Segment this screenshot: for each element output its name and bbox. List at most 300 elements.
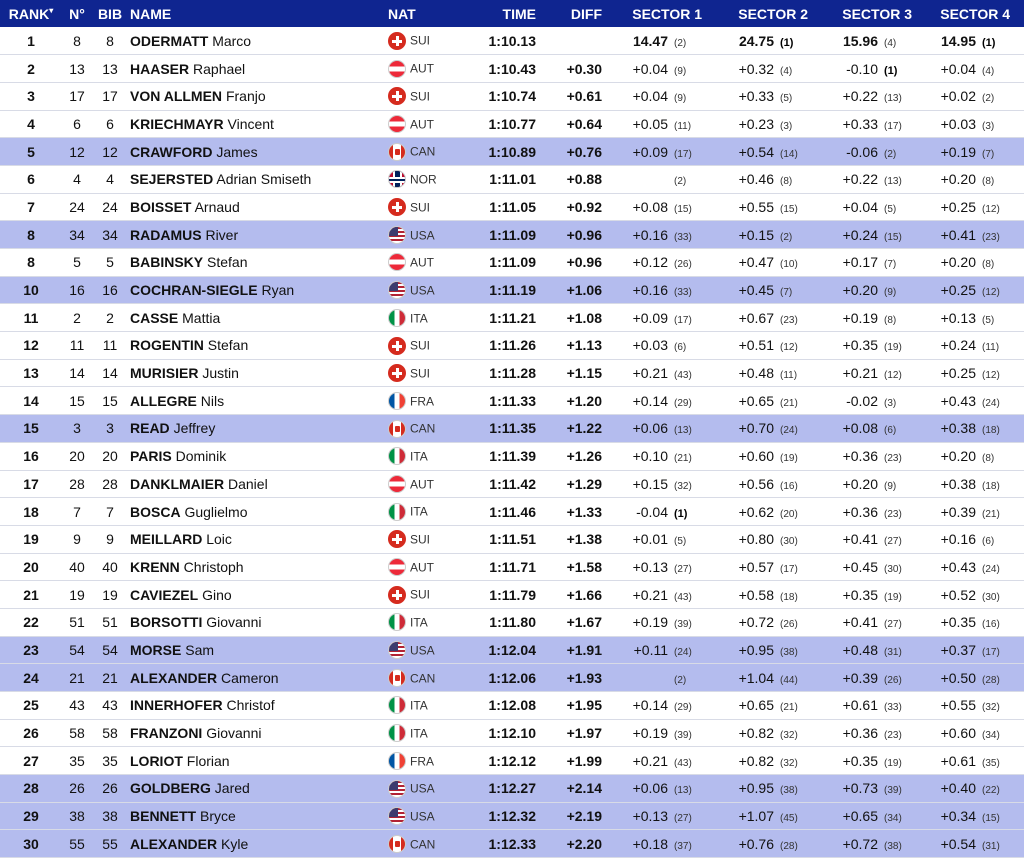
rank-cell: 1 xyxy=(27,32,35,49)
table-row[interactable] xyxy=(0,359,1024,387)
time-cell: 1:10.13 xyxy=(488,32,536,49)
table-row[interactable] xyxy=(0,442,1024,470)
sector-1-cell xyxy=(614,553,716,581)
sector-rank: (1) xyxy=(780,36,794,49)
sector-1-cell xyxy=(614,110,716,138)
flag-ita-icon xyxy=(388,696,406,714)
rank-cell: 20 xyxy=(23,558,39,575)
start-number-cell: 40 xyxy=(69,558,85,575)
sector-time: +0.65 xyxy=(738,392,774,409)
athlete-surname: CAVIEZEL xyxy=(130,586,199,603)
sector-2-cell xyxy=(716,27,822,55)
start-number-cell: 20 xyxy=(69,448,85,465)
sector-4-cell xyxy=(926,830,1024,858)
sector-time: +0.32 xyxy=(738,60,774,77)
sector-time: +0.82 xyxy=(738,752,774,769)
sector-time: +0.62 xyxy=(738,503,774,520)
diff-cell: +1.99 xyxy=(566,752,602,769)
sector-4-cell xyxy=(926,525,1024,553)
athlete-name[interactable] xyxy=(128,719,386,747)
athlete-first-name: Giovanni xyxy=(206,725,262,742)
sector-time: +0.35 xyxy=(940,614,976,631)
sector-4-cell xyxy=(926,747,1024,775)
sector-rank: (20) xyxy=(780,508,798,520)
athlete-name[interactable] xyxy=(128,276,386,304)
flag-usa-icon xyxy=(388,641,406,659)
athlete-first-name: River xyxy=(205,226,239,243)
athlete-name[interactable] xyxy=(128,82,386,110)
sector-time: +0.82 xyxy=(738,725,774,742)
time-cell: 1:12.06 xyxy=(488,669,536,686)
flag-aut-icon xyxy=(388,60,406,78)
table-row[interactable] xyxy=(0,498,1024,526)
table-header xyxy=(0,0,1024,27)
table-row[interactable] xyxy=(0,608,1024,636)
athlete-first-name: Daniel xyxy=(228,475,268,492)
nation-cell xyxy=(386,415,470,443)
athlete-name[interactable] xyxy=(128,664,386,692)
athlete-surname: BORSOTTI xyxy=(130,614,203,631)
sector-rank: (10) xyxy=(780,259,798,271)
table-body xyxy=(0,27,1024,858)
athlete-name[interactable] xyxy=(128,110,386,138)
sector-2-cell xyxy=(716,249,822,277)
table-row[interactable] xyxy=(0,110,1024,138)
sector-time: +1.07 xyxy=(738,808,774,825)
sector-rank: (32) xyxy=(780,757,798,769)
sector-rank: (9) xyxy=(884,287,897,299)
sector-rank: (2) xyxy=(674,674,687,686)
rank-cell: 17 xyxy=(23,475,39,492)
sector-rank: (26) xyxy=(780,619,798,631)
sector-3-cell xyxy=(822,165,926,193)
sector-rank: (29) xyxy=(674,397,692,409)
athlete-name[interactable] xyxy=(128,747,386,775)
start-number-cell: 2 xyxy=(73,309,81,326)
sector-rank: (24) xyxy=(982,397,1000,409)
sector-time: +0.08 xyxy=(842,420,878,437)
diff-cell: +1.06 xyxy=(566,282,602,299)
athlete-first-name: Stefan xyxy=(207,337,249,354)
nation-cell xyxy=(386,165,470,193)
rank-cell: 18 xyxy=(23,503,39,520)
table-row[interactable] xyxy=(0,55,1024,83)
sector-time: +0.25 xyxy=(940,198,976,215)
sector-3-cell xyxy=(822,249,926,277)
sector-time: +0.35 xyxy=(842,337,878,354)
athlete-name[interactable] xyxy=(128,692,386,720)
sector-time: +0.03 xyxy=(632,337,668,354)
nation-cell xyxy=(386,553,470,581)
time-cell: 1:11.26 xyxy=(489,337,536,354)
table-row[interactable] xyxy=(0,415,1024,443)
athlete-name[interactable] xyxy=(128,304,386,332)
nation-code: FRA xyxy=(410,393,434,408)
nation-cell xyxy=(386,359,470,387)
table-row[interactable] xyxy=(0,221,1024,249)
sector-time: +0.21 xyxy=(842,365,878,382)
sector-rank: (8) xyxy=(884,314,897,326)
sector-rank: (4) xyxy=(884,37,897,49)
table-row[interactable] xyxy=(0,193,1024,221)
bib-cell: 34 xyxy=(102,226,118,243)
table-row[interactable] xyxy=(0,27,1024,55)
sector-4-cell xyxy=(926,110,1024,138)
sector-rank: (45) xyxy=(780,813,798,825)
nation-cell xyxy=(386,664,470,692)
athlete-surname: MORSE xyxy=(130,641,182,658)
athlete-first-name: Marco xyxy=(212,32,252,49)
table-row[interactable] xyxy=(0,775,1024,803)
table-row[interactable] xyxy=(0,747,1024,775)
start-number-cell: 24 xyxy=(69,198,85,215)
athlete-name[interactable] xyxy=(128,27,386,55)
diff-cell: +0.61 xyxy=(566,88,602,105)
flag-sui-icon xyxy=(388,198,406,216)
sector-rank: (32) xyxy=(982,702,1000,714)
athlete-name[interactable] xyxy=(128,775,386,803)
bib-cell: 21 xyxy=(102,669,118,686)
sector-time: +0.04 xyxy=(632,88,668,105)
athlete-first-name: Loic xyxy=(206,531,232,548)
time-cell: 1:11.33 xyxy=(489,392,536,409)
nation-code: SUI xyxy=(410,366,431,381)
nation-cell xyxy=(386,138,470,166)
sector-2-cell xyxy=(716,55,822,83)
table-row[interactable] xyxy=(0,802,1024,830)
nation-code: CAN xyxy=(410,144,436,159)
diff-cell: +1.22 xyxy=(566,420,602,437)
sector-rank: (19) xyxy=(884,342,902,354)
sector-1-cell xyxy=(614,664,716,692)
table-row[interactable] xyxy=(0,636,1024,664)
nation-cell xyxy=(386,636,470,664)
nation-code: USA xyxy=(410,809,435,824)
sector-1-cell xyxy=(614,636,716,664)
sector-time: +0.21 xyxy=(632,752,668,769)
sector-time: +0.14 xyxy=(632,392,668,409)
sector-time: +0.05 xyxy=(632,115,668,132)
flag-sui-icon xyxy=(388,530,406,548)
sector-2-cell xyxy=(716,525,822,553)
sector-time: +0.50 xyxy=(940,669,976,686)
sector-rank: (12) xyxy=(884,370,902,382)
sector-rank: (38) xyxy=(780,646,798,658)
bib-cell: 15 xyxy=(102,392,118,409)
sector-3-cell xyxy=(822,719,926,747)
sector-time: +0.95 xyxy=(738,780,774,797)
sector-2-cell xyxy=(716,498,822,526)
sector-rank: (12) xyxy=(982,370,1000,382)
sector-time: +0.55 xyxy=(940,697,976,714)
sector-time: +0.20 xyxy=(940,254,976,271)
sector-3-cell xyxy=(822,581,926,609)
table-row[interactable] xyxy=(0,553,1024,581)
sector-time: +0.10 xyxy=(632,448,668,465)
athlete-first-name: Ryan xyxy=(261,282,295,299)
sector-rank: (18) xyxy=(982,425,1000,437)
nation-cell xyxy=(386,608,470,636)
rank-cell: 21 xyxy=(23,586,39,603)
sector-time: +0.36 xyxy=(842,448,878,465)
sector-rank: (27) xyxy=(884,619,902,631)
diff-cell: +0.88 xyxy=(566,171,602,188)
athlete-name[interactable] xyxy=(128,608,386,636)
sector-3-cell xyxy=(822,802,926,830)
sector-time: +0.48 xyxy=(842,641,878,658)
athlete-name[interactable] xyxy=(128,830,386,858)
athlete-name[interactable] xyxy=(128,387,386,415)
header-sector-2[interactable]: SECTOR 2 xyxy=(738,5,808,22)
athlete-name[interactable] xyxy=(128,249,386,277)
sector-time: +0.23 xyxy=(738,115,774,132)
sector-3-cell xyxy=(822,608,926,636)
nation-code: SUI xyxy=(410,532,431,547)
table-row[interactable] xyxy=(0,165,1024,193)
sector-time: +0.38 xyxy=(940,420,976,437)
time-cell: 1:11.28 xyxy=(489,365,536,382)
table-row[interactable] xyxy=(0,664,1024,692)
start-number-cell: 6 xyxy=(73,115,81,132)
table-row[interactable] xyxy=(0,830,1024,858)
sector-rank: (2) xyxy=(674,176,687,188)
sector-1-cell xyxy=(614,775,716,803)
sector-rank: (21) xyxy=(982,508,1000,520)
sector-rank: (9) xyxy=(674,93,687,105)
table-row[interactable] xyxy=(0,692,1024,720)
start-number-cell: 51 xyxy=(69,614,85,631)
sector-1-cell xyxy=(614,221,716,249)
athlete-name[interactable] xyxy=(128,359,386,387)
sector-3-cell xyxy=(822,138,926,166)
sector-2-cell xyxy=(716,387,822,415)
athlete-name[interactable] xyxy=(128,138,386,166)
sector-rank: (32) xyxy=(780,730,798,742)
start-number-cell: 5 xyxy=(73,254,81,271)
sector-time: -0.10 xyxy=(846,60,878,77)
sector-time: +0.04 xyxy=(842,198,878,215)
header-sector-1[interactable]: SECTOR 1 xyxy=(632,5,702,22)
sector-rank: (19) xyxy=(884,757,902,769)
sector-4-cell xyxy=(926,581,1024,609)
time-cell: 1:11.39 xyxy=(489,448,536,465)
start-number-cell: 14 xyxy=(69,365,85,382)
flag-usa-icon xyxy=(388,807,406,825)
table-row[interactable] xyxy=(0,304,1024,332)
athlete-first-name: Gino xyxy=(202,586,232,603)
sector-1-cell xyxy=(614,82,716,110)
header-bib[interactable]: BIB xyxy=(97,5,123,22)
athlete-first-name: James xyxy=(216,143,258,160)
sector-time: +0.19 xyxy=(842,309,878,326)
diff-cell: +0.96 xyxy=(566,226,602,243)
sector-3-cell xyxy=(822,442,926,470)
athlete-name[interactable] xyxy=(128,221,386,249)
sector-3-cell xyxy=(822,692,926,720)
nation-cell xyxy=(386,692,470,720)
nation-code: USA xyxy=(410,227,435,242)
sector-3-cell xyxy=(822,525,926,553)
sector-rank: (18) xyxy=(982,480,1000,492)
sector-4-cell xyxy=(926,221,1024,249)
athlete-surname: RADAMUS xyxy=(130,226,202,243)
header-sector-3[interactable]: SECTOR 3 xyxy=(842,5,912,22)
athlete-name[interactable] xyxy=(128,442,386,470)
sector-rank: (39) xyxy=(884,785,902,797)
sector-rank: (3) xyxy=(780,120,793,132)
athlete-first-name: Kyle xyxy=(221,835,249,852)
diff-cell: +1.97 xyxy=(566,725,602,742)
athlete-name[interactable] xyxy=(128,470,386,498)
sector-3-cell xyxy=(822,664,926,692)
athlete-surname: FRANZONI xyxy=(130,725,203,742)
flag-ita-icon xyxy=(388,724,406,742)
sector-1-cell xyxy=(614,165,716,193)
sector-4-cell xyxy=(926,553,1024,581)
sector-time: +0.17 xyxy=(842,254,878,271)
sector-4-cell xyxy=(926,165,1024,193)
athlete-name[interactable] xyxy=(128,165,386,193)
athlete-name[interactable] xyxy=(128,498,386,526)
athlete-name[interactable] xyxy=(128,55,386,83)
sector-3-cell xyxy=(822,747,926,775)
header-rank-label: RANK xyxy=(8,5,50,22)
bib-cell: 7 xyxy=(106,503,114,520)
rank-cell: 2 xyxy=(27,60,35,77)
sector-4-cell xyxy=(926,470,1024,498)
table-row[interactable] xyxy=(0,332,1024,360)
sector-1-cell xyxy=(614,719,716,747)
time-cell: 1:12.08 xyxy=(488,697,536,714)
flag-can-icon xyxy=(388,420,406,438)
sector-time: +0.03 xyxy=(940,115,976,132)
sector-rank: (19) xyxy=(780,453,798,465)
sector-1-cell xyxy=(614,332,716,360)
bib-cell: 43 xyxy=(102,697,118,714)
athlete-first-name: Christof xyxy=(226,697,275,714)
table-row[interactable] xyxy=(0,581,1024,609)
header-diff[interactable]: DIFF xyxy=(570,5,602,22)
sector-4-cell xyxy=(926,498,1024,526)
header-nat[interactable]: NAT xyxy=(388,5,416,22)
nation-code: ITA xyxy=(410,504,428,519)
sort-down-icon[interactable]: ▾ xyxy=(49,5,54,15)
table-row[interactable] xyxy=(0,249,1024,277)
header-rank[interactable] xyxy=(0,0,62,27)
athlete-name[interactable] xyxy=(128,553,386,581)
athlete-first-name: Bryce xyxy=(200,808,236,825)
athlete-surname: BABINSKY xyxy=(130,254,204,271)
sector-rank: (21) xyxy=(780,702,798,714)
sector-3-cell xyxy=(822,110,926,138)
sector-time: +0.61 xyxy=(940,752,976,769)
nation-cell xyxy=(386,442,470,470)
sector-rank: (3) xyxy=(884,397,897,409)
nation-code: USA xyxy=(410,643,435,658)
rank-cell: 23 xyxy=(23,641,39,658)
diff-cell: +2.14 xyxy=(566,780,602,797)
table-row[interactable] xyxy=(0,82,1024,110)
athlete-name[interactable] xyxy=(128,332,386,360)
sector-2-cell xyxy=(716,304,822,332)
table-row[interactable] xyxy=(0,719,1024,747)
athlete-surname: BENNETT xyxy=(130,808,197,825)
sector-1-cell xyxy=(614,27,716,55)
start-number-cell: 34 xyxy=(69,226,85,243)
sector-rank: (5) xyxy=(780,93,793,105)
athlete-name[interactable] xyxy=(128,636,386,664)
table-row[interactable] xyxy=(0,276,1024,304)
athlete-name[interactable] xyxy=(128,802,386,830)
sector-rank: (6) xyxy=(674,342,687,354)
start-number-cell: 11 xyxy=(69,337,85,354)
table-row[interactable] xyxy=(0,138,1024,166)
athlete-surname: SEJERSTED xyxy=(130,171,214,188)
sector-4-cell xyxy=(926,55,1024,83)
athlete-name[interactable] xyxy=(128,525,386,553)
sector-1-cell xyxy=(614,415,716,443)
header-sector-4[interactable]: SECTOR 4 xyxy=(940,5,1010,22)
athlete-surname: CRAWFORD xyxy=(130,143,213,160)
sector-rank: (1) xyxy=(674,507,688,520)
nation-code: AUT xyxy=(410,117,434,132)
sector-rank: (12) xyxy=(982,203,1000,215)
athlete-name[interactable] xyxy=(128,193,386,221)
nation-cell xyxy=(386,304,470,332)
rank-cell: 25 xyxy=(23,697,39,714)
table-row[interactable] xyxy=(0,525,1024,553)
sector-2-cell xyxy=(716,359,822,387)
sector-1-cell xyxy=(614,442,716,470)
nation-cell xyxy=(386,193,470,221)
header-no[interactable]: N° xyxy=(69,5,85,22)
sector-time: +0.20 xyxy=(940,448,976,465)
sector-1-cell xyxy=(614,581,716,609)
bib-cell: 14 xyxy=(102,365,118,382)
table-row[interactable] xyxy=(0,387,1024,415)
athlete-surname: ALLEGRE xyxy=(130,392,197,409)
sector-time: +0.39 xyxy=(940,503,976,520)
diff-cell: +1.26 xyxy=(566,448,602,465)
header-name[interactable]: NAME xyxy=(130,5,172,22)
header-time[interactable]: TIME xyxy=(502,5,536,22)
sector-2-cell xyxy=(716,82,822,110)
athlete-first-name: Vincent xyxy=(227,115,274,132)
sector-time: +0.95 xyxy=(738,641,774,658)
nation-code: ITA xyxy=(410,310,428,325)
diff-cell: +1.58 xyxy=(566,558,602,575)
time-cell: 1:11.42 xyxy=(489,475,536,492)
table-row[interactable] xyxy=(0,470,1024,498)
sector-rank: (13) xyxy=(674,785,692,797)
sector-3-cell xyxy=(822,830,926,858)
sector-time: +0.65 xyxy=(842,808,878,825)
sector-time: +0.20 xyxy=(940,171,976,188)
sector-time: +0.16 xyxy=(940,531,976,548)
sector-4-cell xyxy=(926,608,1024,636)
diff-cell: +1.91 xyxy=(566,641,602,658)
sector-4-cell xyxy=(926,304,1024,332)
sector-1-cell xyxy=(614,55,716,83)
athlete-name[interactable] xyxy=(128,581,386,609)
sector-3-cell xyxy=(822,387,926,415)
rank-cell: 24 xyxy=(23,669,39,686)
sector-rank: (8) xyxy=(982,259,995,271)
sector-rank: (7) xyxy=(780,287,793,299)
sector-rank: (9) xyxy=(884,480,897,492)
athlete-name[interactable] xyxy=(128,415,386,443)
sector-rank: (26) xyxy=(884,674,902,686)
